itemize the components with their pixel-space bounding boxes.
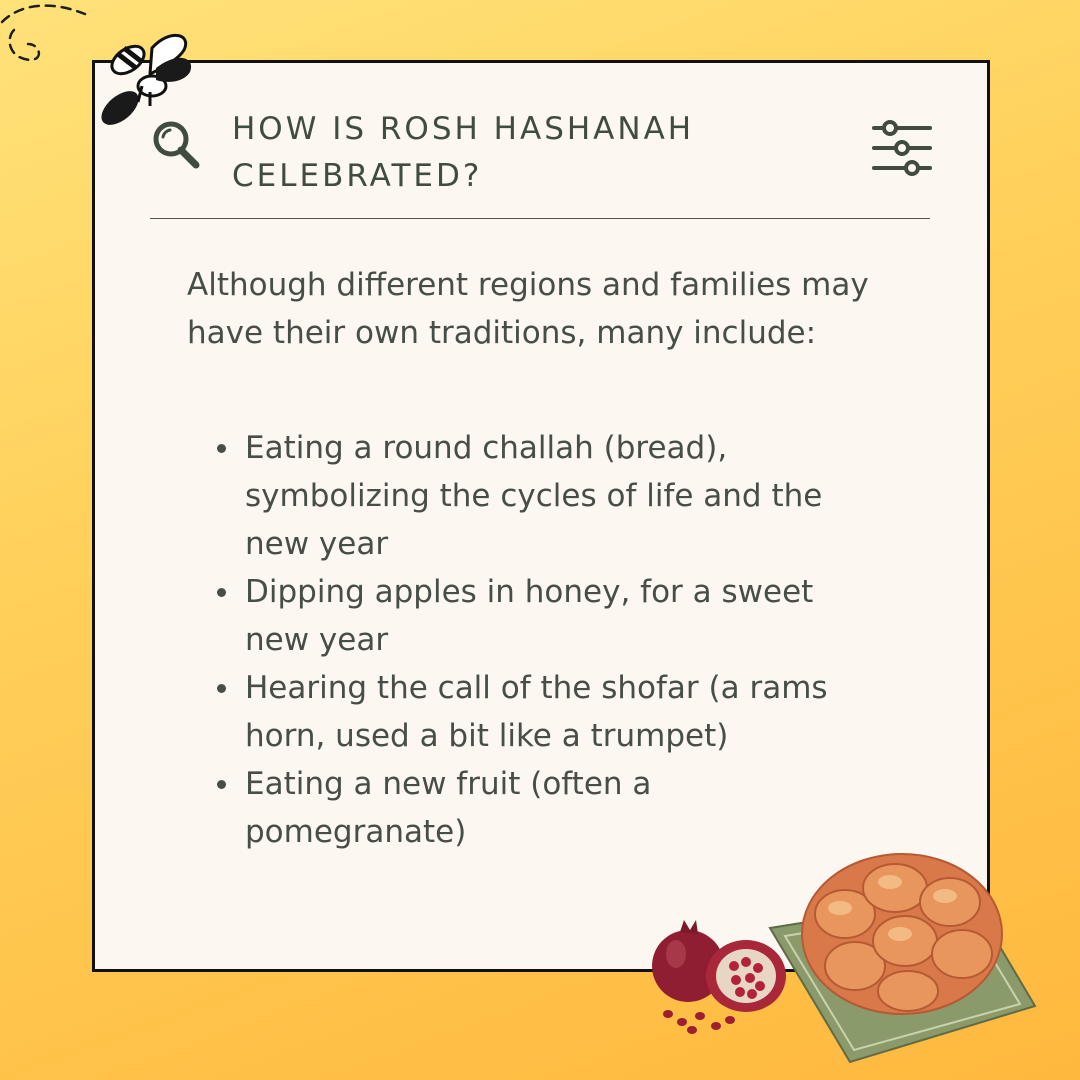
page-title: HOW IS ROSH HASHANAH CELEBRATED? xyxy=(232,111,695,194)
traditions-list xyxy=(187,424,887,856)
intro-text: Although different regions and families may have their own traditions, many include: xyxy=(187,267,869,351)
list-item-text: Eating a round challah (bread), symbolizing the cycles of life and the new year xyxy=(245,430,823,562)
bullet-dot xyxy=(217,684,226,693)
list-item xyxy=(187,424,887,568)
list-item-text: Hearing the call of the shofar (a rams horn, used a bit like a trumpet) xyxy=(245,670,828,754)
sliders-icon[interactable] xyxy=(870,118,934,178)
list-item-text: Dipping apples in honey, for a sweet new year xyxy=(245,574,814,658)
search-icon[interactable] xyxy=(150,118,202,170)
list-item xyxy=(187,568,887,664)
bullet-dot xyxy=(217,444,226,453)
bullet-dot xyxy=(217,588,226,597)
list-item xyxy=(187,664,887,760)
title-divider xyxy=(150,218,930,219)
challah-and-pomegranate-illustration xyxy=(640,836,1040,1068)
list-item-text: Eating a new fruit (often a pomegranate) xyxy=(245,766,652,850)
bullet-dot xyxy=(217,780,226,789)
